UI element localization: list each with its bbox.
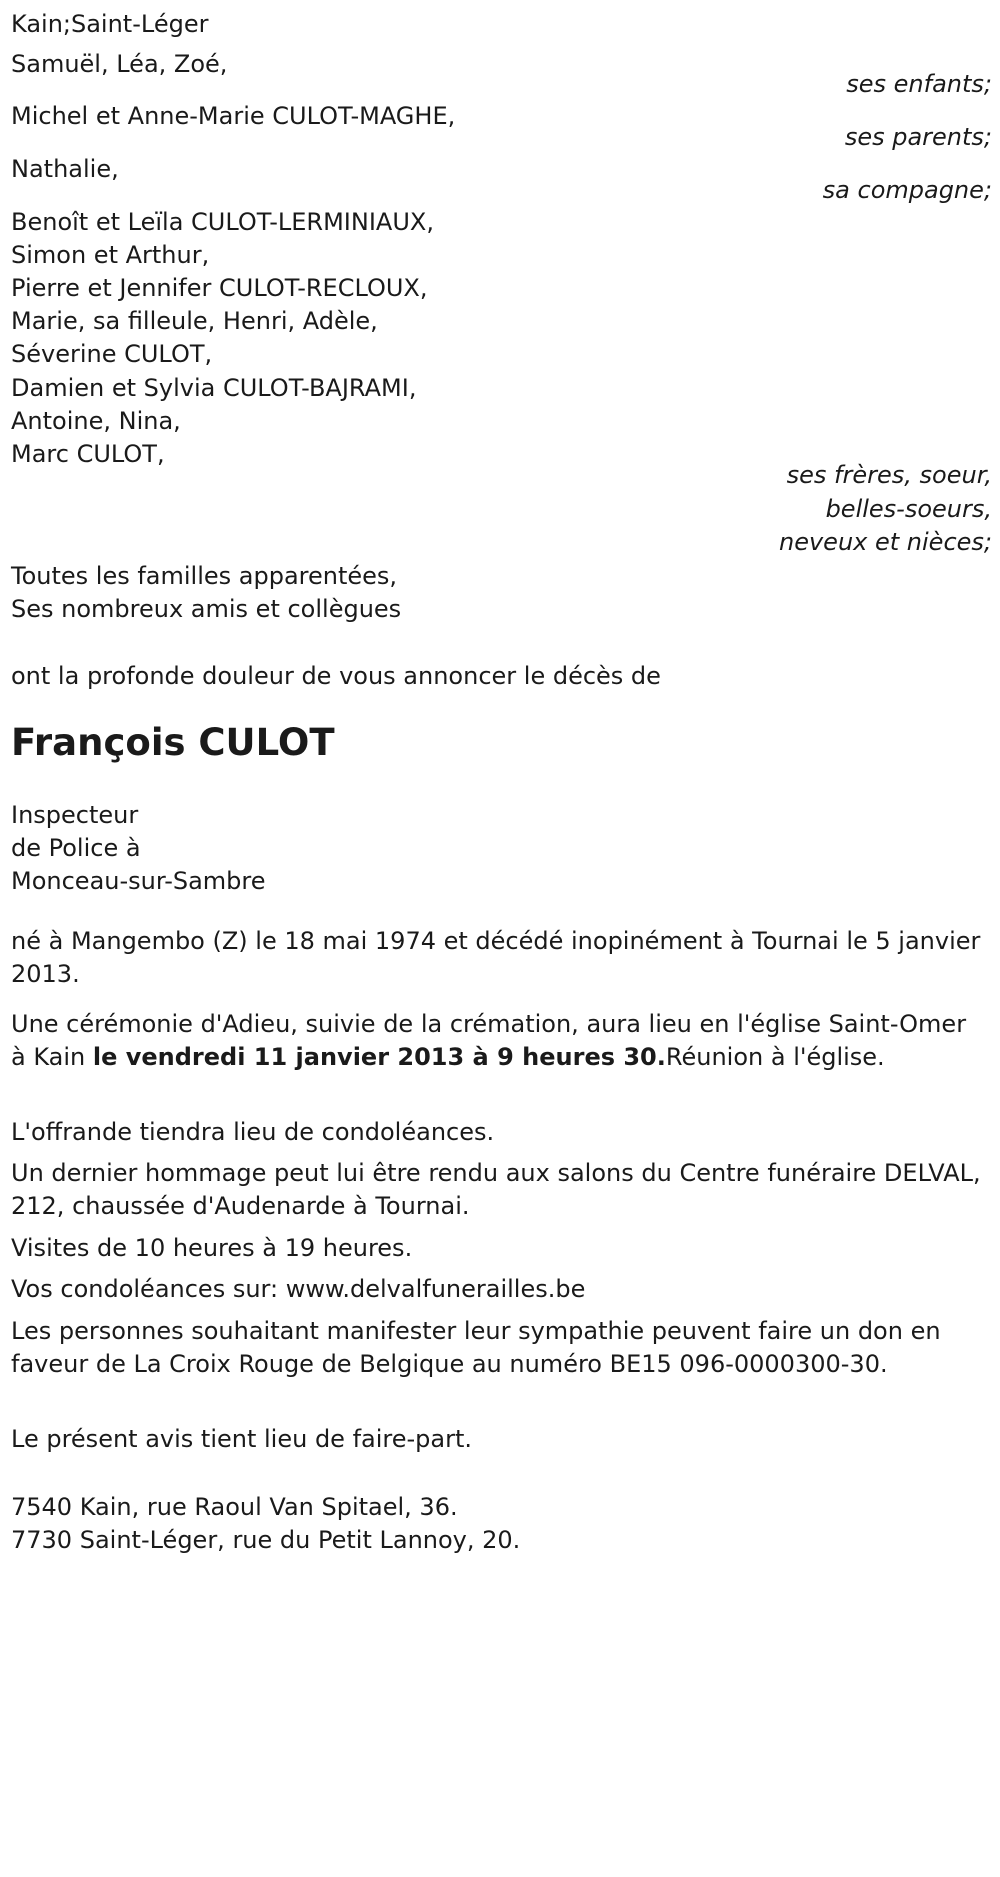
sibling-line: Benoît et Leïla CULOT-LERMINIAUX, [11,208,434,236]
visits-paragraph: Visites de 10 heures à 19 heures. [11,1234,413,1262]
sibling-line: Marc CULOT, [11,440,165,468]
sibling-line: Séverine CULOT, [11,340,213,368]
ceremony-outro: Réunion à l'église. [665,1043,885,1071]
sibling-line: Damien et Sylvia CULOT-BAJRAMI, [11,374,417,402]
offering-paragraph: L'offrande tiendra lieu de condoléances. [11,1118,495,1146]
ceremony-paragraph [11,1008,986,1074]
children-role: ses enfants; [846,70,992,98]
deceased-title-line: Inspecteur [11,801,139,829]
deceased-title-line: Monceau-sur-Sambre [11,867,266,895]
siblings-role: neveux et nièces; [779,528,992,556]
parents-names: Michel et Anne-Marie CULOT-MAGHE, [11,102,456,130]
sibling-line: Marie, sa filleule, Henri, Adèle, [11,307,378,335]
sibling-line: Pierre et Jennifer CULOT-RECLOUX, [11,274,428,302]
others-line: Toutes les familles apparentées, [11,562,398,590]
children-names: Samuël, Léa, Zoé, [11,50,228,78]
sibling-line: Simon et Arthur, [11,241,210,269]
deceased-name: François CULOT [11,721,335,764]
notice-paragraph: Le présent avis tient lieu de faire-part. [11,1425,473,1453]
parents-role: ses parents; [844,123,992,151]
partner-role: sa compagne; [822,176,992,204]
partner-name: Nathalie, [11,155,119,183]
header-locations: Kain;Saint-Léger [11,10,209,38]
ceremony-intro: Une cérémonie d'Adieu, suivie de la crémation, aura lieu en l'église Saint-Omer à Kain [11,1010,967,1071]
address-line: 7730 Saint-Léger, rue du Petit Lannoy, 20. [11,1526,521,1554]
siblings-role: ses frères, soeur, [786,461,992,489]
birth-death-paragraph: né à Mangembo (Z) le 18 mai 1974 et décédé inopinément à Tournai le 5 janvier 2013. [11,927,981,988]
sibling-line: Antoine, Nina, [11,407,181,435]
condolences-paragraph: Vos condoléances sur: www.delvalfunerailles.be [11,1275,586,1303]
donation-paragraph: Les personnes souhaitant manifester leur sympathie peuvent faire un don en faveur de La Croix Rouge de Belgique au numéro BE15 096-0000300-30. [11,1317,941,1378]
tribute-paragraph: Un dernier hommage peut lui être rendu aux salons du Centre funéraire DELVAL, 212, chaussée d'Audenarde à Tournai. [11,1159,981,1220]
others-line: Ses nombreux amis et collègues [11,595,402,623]
ceremony-date: le vendredi 11 janvier 2013 à 9 heures 30. [92,1043,666,1071]
siblings-role: belles-soeurs, [825,495,992,523]
announcement: ont la profonde douleur de vous annoncer le décès de [11,662,661,690]
deceased-title-line: de Police à [11,834,141,862]
address-line: 7540 Kain, rue Raoul Van Spitael, 36. [11,1493,458,1521]
